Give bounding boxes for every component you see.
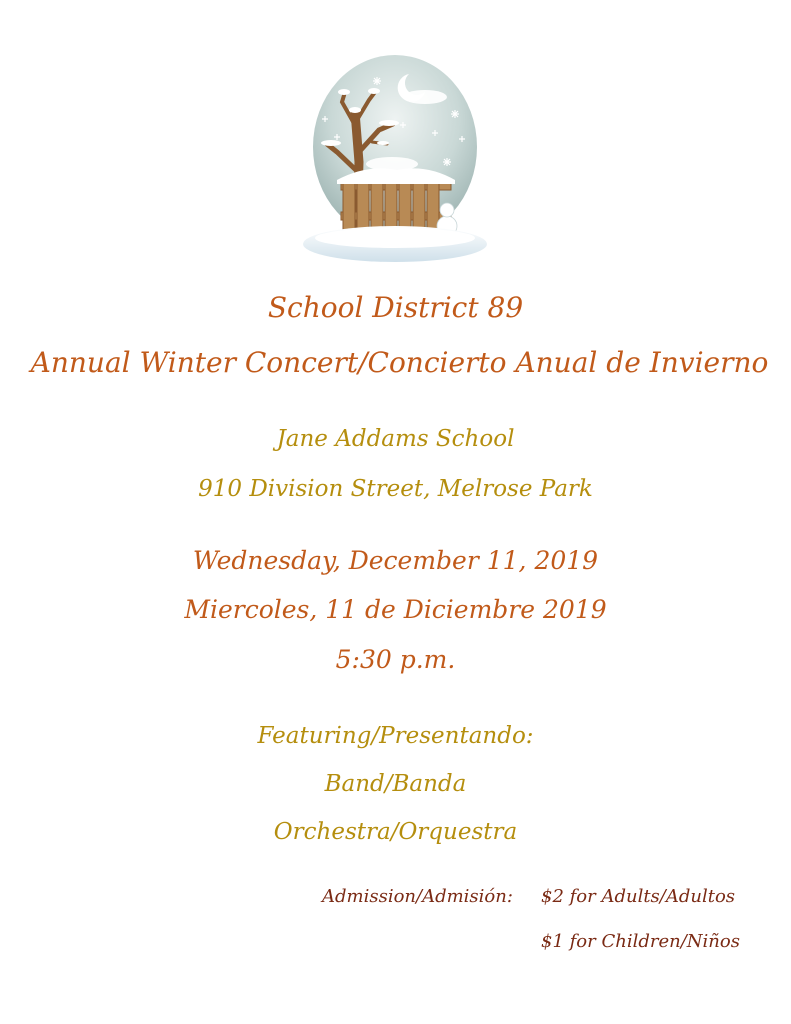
date-spanish: Miercoles, 11 de Diciembre 2019 xyxy=(184,595,607,624)
featuring-label: Featuring/Presentando: xyxy=(257,723,534,749)
admission-label: Admission/Admisión: xyxy=(322,886,513,907)
featuring-item-band: Band/Banda xyxy=(324,771,467,797)
venue-address: 910 Division Street, Melrose Park xyxy=(198,476,593,502)
concert-time: 5:30 p.m. xyxy=(335,645,456,674)
date-english: Wednesday, December 11, 2019 xyxy=(192,546,599,575)
admission-adults: $2 for Adults/Adultos xyxy=(541,886,736,907)
venue-name: Jane Addams School xyxy=(276,426,515,452)
concert-title: Annual Winter Concert/Concierto Anual de Invierno xyxy=(30,346,769,379)
featuring-item-orchestra: Orchestra/Orquestra xyxy=(273,819,518,845)
school-district-title: School District 89 xyxy=(267,291,524,324)
snow-globe-icon xyxy=(297,52,497,274)
admission-children: $1 for Children/Niños xyxy=(541,931,740,952)
